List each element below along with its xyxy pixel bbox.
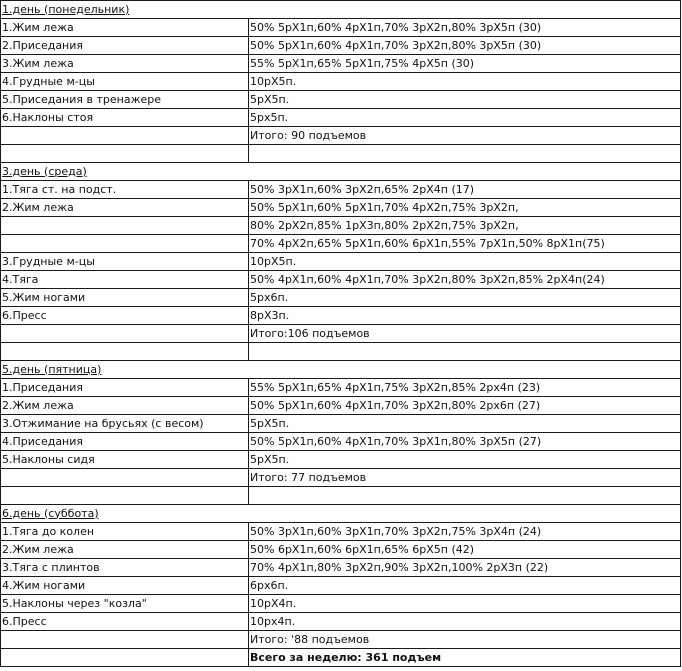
empty-cell xyxy=(1,343,249,361)
exercise-row xyxy=(1,253,681,271)
exercise-row xyxy=(1,271,681,289)
exercise-scheme: 80% 2рХ2п,85% 1рХ3п,80% 2рХ2п,75% 3рХ2п, xyxy=(249,217,681,235)
exercise-name: 1.Приседания xyxy=(1,379,249,397)
empty-cell xyxy=(1,487,249,505)
exercise-name: 3.Грудные м-цы xyxy=(1,253,249,271)
exercise-row xyxy=(1,613,681,631)
exercise-scheme: 10рХ4п. xyxy=(249,595,681,613)
day-total-row xyxy=(1,127,681,145)
exercise-name: 2.Жим лежа xyxy=(1,397,249,415)
exercise-name: 1.Жим лежа xyxy=(1,19,249,37)
exercise-row xyxy=(1,109,681,127)
exercise-scheme: 5рх6п. xyxy=(249,289,681,307)
exercise-scheme: 5рХ5п. xyxy=(249,415,681,433)
exercise-scheme: 8рХ3п. xyxy=(249,307,681,325)
exercise-scheme: 5рх5п. xyxy=(249,109,681,127)
day-title-row xyxy=(1,163,681,181)
exercise-scheme: 50% 5рХ1п,60% 4рХ1п,70% 3рХ2п,80% 2рх6п (27) xyxy=(249,397,681,415)
day-total-row xyxy=(1,325,681,343)
exercise-name: 3.Отжимание на брусьях (с весом) xyxy=(1,415,249,433)
empty-cell xyxy=(1,469,249,487)
empty-cell xyxy=(249,145,681,163)
empty-cell xyxy=(1,631,249,649)
week-total: Всего за неделю: 361 подъем xyxy=(249,649,681,667)
exercise-scheme: 70% 4рХ1п,80% 3рХ2п,90% 3рХ2п,100% 2рХ3п (22) xyxy=(249,559,681,577)
day-title: 5.день (пятница) xyxy=(1,361,681,379)
day-title: 1.день (понедельник) xyxy=(1,1,681,19)
exercise-scheme: 50% 4рХ1п,60% 4рХ1п,70% 3рХ2п,80% 3рХ2п,85% 2рХ4п(24) xyxy=(249,271,681,289)
exercise-name: 3.Тяга с плинтов xyxy=(1,559,249,577)
day-total: Итого: 90 подъемов xyxy=(249,127,681,145)
spacer-row xyxy=(1,145,681,163)
exercise-name: 4.Приседания xyxy=(1,433,249,451)
exercise-scheme: 50% 5рХ1п,60% 5рХ1п,70% 4рХ2п,75% 3рХ2п, xyxy=(249,199,681,217)
exercise-scheme: 70% 4рХ2п,65% 5рХ1п,60% 6рХ1п,55% 7рХ1п,50% 8рХ1п(75) xyxy=(249,235,681,253)
exercise-name: 2.Приседания xyxy=(1,37,249,55)
exercise-scheme: 5рХ5п. xyxy=(249,91,681,109)
exercise-scheme: 50% 5рХ1п,60% 4рХ1п,70% 3рХ2п,80% 3рХ5п (30) xyxy=(249,19,681,37)
exercise-row xyxy=(1,433,681,451)
exercise-row xyxy=(1,559,681,577)
day-title: 6.день (суббота) xyxy=(1,505,681,523)
exercise-name xyxy=(1,217,249,235)
week-total-row xyxy=(1,649,681,667)
exercise-scheme: 10рх4п. xyxy=(249,613,681,631)
exercise-row xyxy=(1,397,681,415)
exercise-row xyxy=(1,181,681,199)
exercise-name: 6.Наклоны стоя xyxy=(1,109,249,127)
spacer-row xyxy=(1,487,681,505)
exercise-row xyxy=(1,379,681,397)
exercise-row xyxy=(1,37,681,55)
exercise-scheme: 50% 6рХ1п,60% 6рХ1п,65% 6рХ5п (42) xyxy=(249,541,681,559)
day-title: 3.день (среда) xyxy=(1,163,681,181)
exercise-row xyxy=(1,235,681,253)
exercise-name: 4.Грудные м-цы xyxy=(1,73,249,91)
exercise-name: 6.Пресс xyxy=(1,307,249,325)
exercise-name: 1.Тяга ст. на подст. xyxy=(1,181,249,199)
exercise-name: 5.Наклоны через "козла" xyxy=(1,595,249,613)
exercise-scheme: 6рх6п. xyxy=(249,577,681,595)
empty-cell xyxy=(1,145,249,163)
day-title-row xyxy=(1,505,681,523)
empty-cell xyxy=(249,487,681,505)
exercise-row xyxy=(1,55,681,73)
exercise-name: 3.Жим лежа xyxy=(1,55,249,73)
exercise-row xyxy=(1,289,681,307)
exercise-scheme: 50% 5рХ1п,60% 4рХ1п,70% 3рХ1п,80% 3рХ5п (27) xyxy=(249,433,681,451)
exercise-scheme: 55% 5рХ1п,65% 5рХ1п,75% 4рХ5п (30) xyxy=(249,55,681,73)
exercise-row xyxy=(1,541,681,559)
exercise-row xyxy=(1,595,681,613)
empty-cell xyxy=(1,127,249,145)
exercise-scheme: 10рХ5п. xyxy=(249,253,681,271)
exercise-row xyxy=(1,217,681,235)
exercise-name: 4.Тяга xyxy=(1,271,249,289)
exercise-row xyxy=(1,415,681,433)
exercise-scheme: 5рХ5п. xyxy=(249,451,681,469)
exercise-scheme: 10рХ5п. xyxy=(249,73,681,91)
exercise-name: 6.Пресс xyxy=(1,613,249,631)
exercise-name: 2.Жим лежа xyxy=(1,199,249,217)
exercise-name: 5.Наклоны сидя xyxy=(1,451,249,469)
exercise-row xyxy=(1,451,681,469)
day-total-row xyxy=(1,469,681,487)
exercise-name: 4.Жим ногами xyxy=(1,577,249,595)
training-program-body xyxy=(1,1,681,667)
exercise-name: 1.Тяга до колен xyxy=(1,523,249,541)
exercise-row xyxy=(1,307,681,325)
exercise-row xyxy=(1,91,681,109)
exercise-row xyxy=(1,523,681,541)
empty-cell xyxy=(1,325,249,343)
exercise-scheme: 50% 5рХ1п,60% 4рХ1п,70% 3рХ2п,80% 3рХ5п (30) xyxy=(249,37,681,55)
day-total: Итого: '88 подъемов xyxy=(249,631,681,649)
day-total: Итого:106 подъемов xyxy=(249,325,681,343)
exercise-scheme: 50% 3рХ1п,60% 3рХ1п,70% 3рХ2п,75% 3рХ4п (24) xyxy=(249,523,681,541)
spacer-row xyxy=(1,343,681,361)
empty-cell xyxy=(1,649,249,667)
exercise-row xyxy=(1,199,681,217)
exercise-scheme: 55% 5рХ1п,65% 4рХ1п,75% 3рХ2п,85% 2рх4п (23) xyxy=(249,379,681,397)
empty-cell xyxy=(249,343,681,361)
exercise-name: 5.Приседания в тренажере xyxy=(1,91,249,109)
day-total: Итого: 77 подъемов xyxy=(249,469,681,487)
day-title-row xyxy=(1,361,681,379)
exercise-row xyxy=(1,73,681,91)
exercise-name xyxy=(1,235,249,253)
exercise-row xyxy=(1,577,681,595)
exercise-row xyxy=(1,19,681,37)
day-total-row xyxy=(1,631,681,649)
exercise-name: 5.Жим ногами xyxy=(1,289,249,307)
day-title-row xyxy=(1,1,681,19)
exercise-scheme: 50% 3рХ1п,60% 3рХ2п,65% 2рХ4п (17) xyxy=(249,181,681,199)
exercise-name: 2.Жим лежа xyxy=(1,541,249,559)
